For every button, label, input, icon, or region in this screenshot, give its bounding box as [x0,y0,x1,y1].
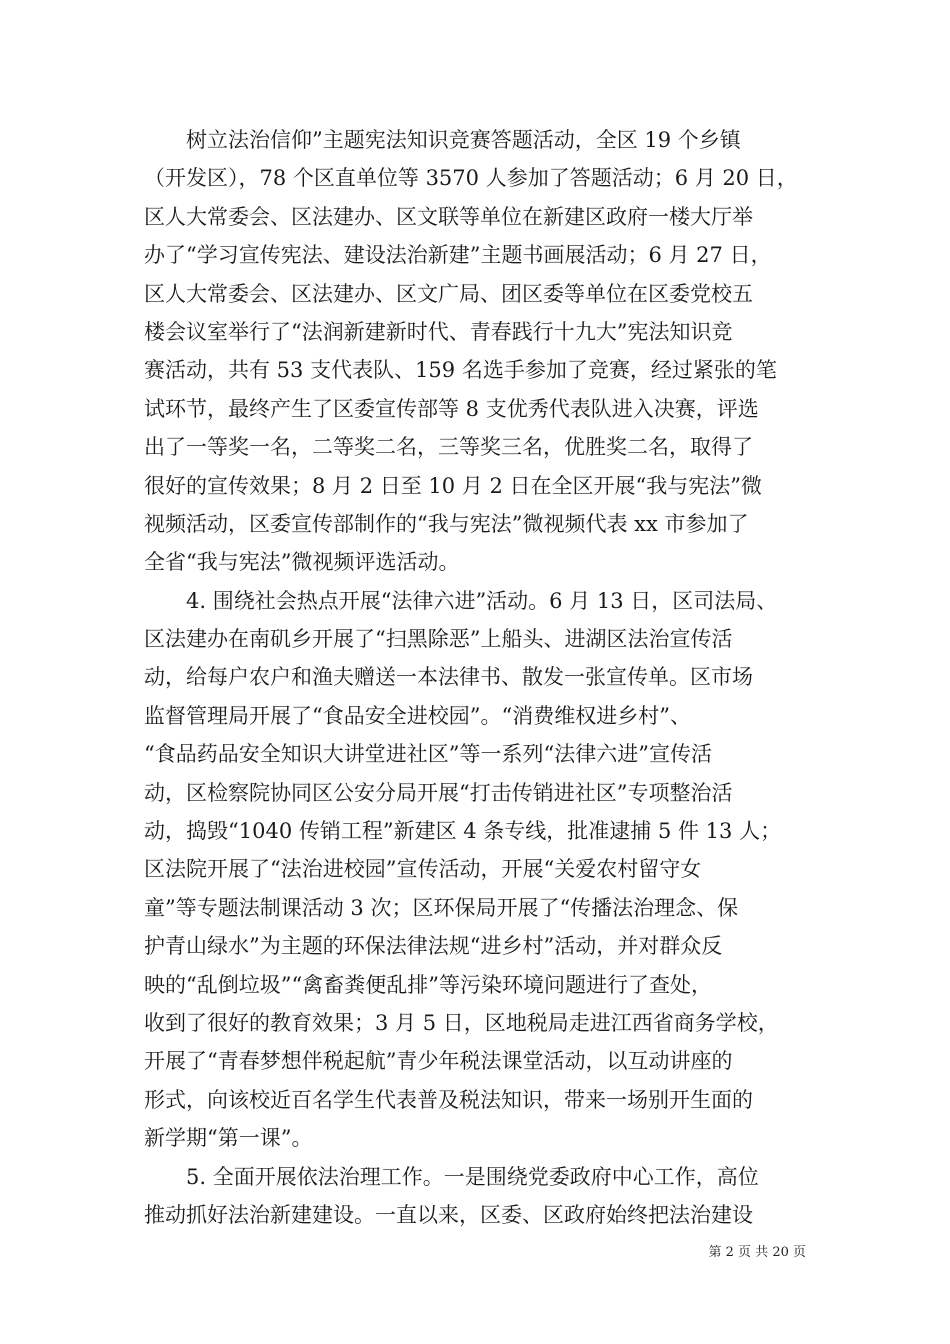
text-line: 视频活动，区委宣传部制作的“我与宪法”微视频代表 xx 市参加了 [144,511,749,536]
text-line: 树立法治信仰”主题宪法知识竞赛答题活动，全区 19 个乡镇 [186,128,741,152]
text-line: 区法院开展了“法治进校园”宣传活动，开展“关爱农村留守女 [144,857,702,882]
text-line: 4. 围绕社会热点开展“法律六进”活动。6 月 13 日，区司法局、 [186,588,778,613]
text-line: 区人大常委会、区法建办、区文广局、团区委等单位在区委党校五 [144,281,753,306]
text-line: 映的“乱倒垃圾”“禽畜粪便乱排”等污染环境问题进行了查处， [144,972,712,997]
text-line: 赛活动，共有 53 支代表队、159 名选手参加了竞赛，经过紧张的笔 [144,358,777,383]
text-line: 形式，向该校近百名学生代表普及税法知识，带来一场别开生面的 [144,1087,753,1112]
text-line: 护青山绿水”为主题的环保法律法规“进乡村”活动，并对群众反 [144,934,723,959]
text-line: 收到了很好的教育效果；3 月 5 日，区地税局走进江西省商务学校， [144,1010,779,1035]
text-line: 动，区检察院协同区公安分局开展“打击传销进社区”专项整治活 [144,780,733,805]
text-line: 5. 全面开展依法治理工作。一是围绕党委政府中心工作，高位 [186,1164,759,1189]
text-line: 推动抓好法治新建建设。一直以来，区委、区政府始终把法治建设 [144,1202,753,1227]
text-line: 全省“我与宪法”微视频评选活动。 [144,550,460,575]
text-line: 监督管理局开展了“食品安全进校园”。“消费维权进乡村”、 [144,703,691,728]
text-line: 动，捣毁“1040 传销工程”新建区 4 条专线，批准逮捕 5 件 13 人； [144,819,782,844]
text-line: 试环节，最终产生了区委宣传部等 8 支优秀代表队进入决赛，评选 [144,396,759,421]
text-line: “食品药品安全知识大讲堂进社区”等一系列“法律六进”宣传活 [144,742,712,767]
text-line: 很好的宣传效果；8 月 2 日至 10 月 2 日在全区开展“我与宪法”微 [144,473,763,498]
text-line: （开发区），78 个区直单位等 3570 人参加了答题活动；6 月 20 日， [144,166,798,191]
document-body [144,121,806,1234]
text-line: 动，给每户农户和渔夫赠送一本法律书、散发一张宣传单。区市场 [144,665,753,690]
text-line: 楼会议室举行了“法润新建新时代、青春践行十九大”宪法知识竞 [144,319,733,344]
text-line: 办了“学习宣传宪法、建设法治新建”主题书画展活动；6 月 27 日， [144,243,772,268]
text-line: 开展了“青春梦想伴税起航”青少年税法课堂活动，以互动讲座的 [144,1049,733,1074]
text-line: 新学期“第一课”。 [144,1126,313,1151]
page-number-footer: 第 2 页 共 20 页 [708,1245,806,1260]
text-line: 区人大常委会、区法建办、区文联等单位在新建区政府一楼大厅举 [144,204,753,229]
text-line: 童”等专题法制课活动 3 次；区环保局开展了“传播法治理念、保 [144,895,739,920]
text-line: 区法建办在南矶乡开展了“扫黑除恶”上船头、进湖区法治宣传活 [144,627,733,652]
text-line: 出了一等奖一名，二等奖二名，三等奖三名，优胜奖二名，取得了 [144,435,753,460]
